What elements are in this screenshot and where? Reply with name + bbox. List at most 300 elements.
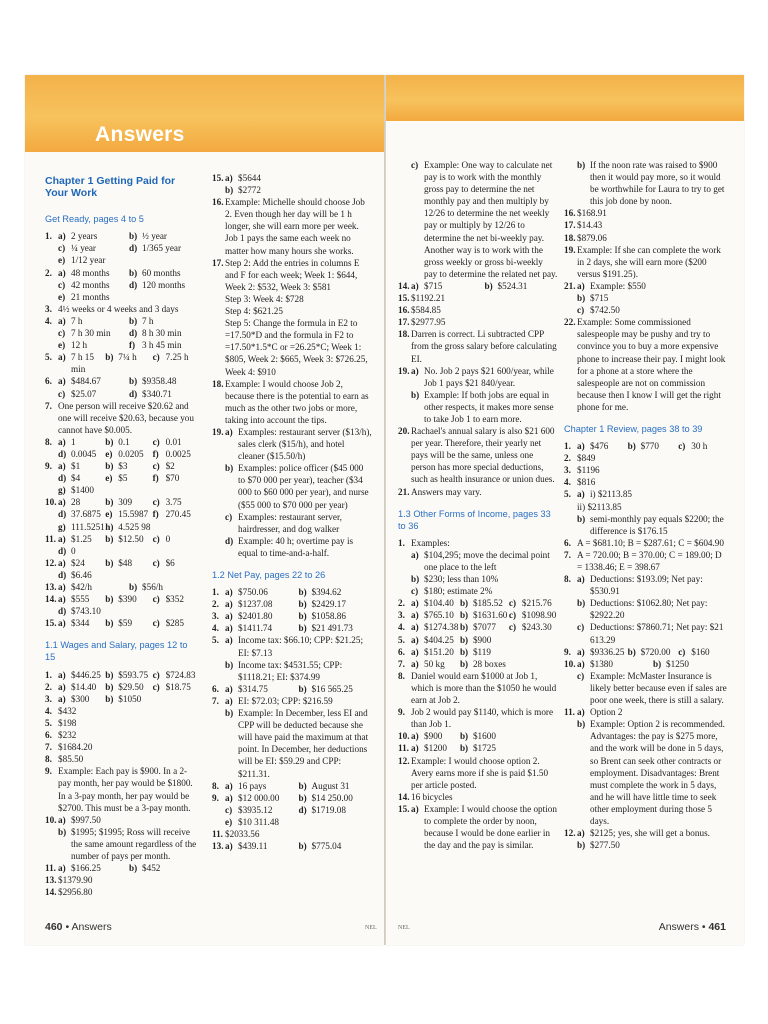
part-label: b) <box>577 160 586 170</box>
part-label: c) <box>152 669 160 680</box>
section-heading: 1.2 Net Pay, pages 22 to 26 <box>212 570 326 580</box>
question-number: 3. <box>45 693 52 704</box>
part-text: $119 <box>472 646 491 657</box>
part-label: a) <box>411 598 419 609</box>
part-label: b) <box>298 587 307 598</box>
answer-part <box>411 646 460 658</box>
answer-cells <box>58 681 200 693</box>
part-label: d) <box>58 509 67 520</box>
answer-part <box>225 683 299 695</box>
question-number: 12. <box>45 557 57 568</box>
part-label: a) <box>225 695 233 706</box>
part-text: Step 2: Add the entries in columns E and F for each week; Week 1: $644, Week 2: $532, Week 3: $581 <box>225 257 360 292</box>
answer-part <box>225 305 372 317</box>
answer-item <box>398 280 558 292</box>
question-number: 13. <box>45 875 57 886</box>
answer-part <box>153 460 200 472</box>
answer-part <box>577 244 729 280</box>
answer-item <box>212 840 372 852</box>
answer-item <box>45 557 200 581</box>
part-text: $900 <box>472 634 492 645</box>
answer-cells <box>58 400 200 436</box>
answer-part <box>58 327 129 339</box>
part-label: a) <box>58 231 66 242</box>
answer-cells <box>58 593 200 617</box>
part-text: $743.10 <box>71 606 101 617</box>
question-number: 10. <box>564 658 576 669</box>
answer-part <box>58 448 105 460</box>
part-label: b) <box>411 574 420 585</box>
question-number: 14. <box>398 791 410 802</box>
answer-item <box>45 862 200 874</box>
part-text: $1192.21 <box>411 293 446 304</box>
part-label: c) <box>58 243 66 254</box>
part-text: Example: One way to calculate net pay is to work with the monthly gross pay to determine the net monthly pay and then multiply by 12/26 to determine the net weekly pay or multiply by 12/26 to determine the net bi-weekly pay. Another way is to work with the gross weekly or gross bi-weekly pay to determine the related net pay. <box>424 160 558 279</box>
part-text: ½ year <box>142 231 167 242</box>
answer-part <box>411 670 558 706</box>
answer-part <box>653 658 729 670</box>
answer-item <box>45 303 200 315</box>
part-label: a) <box>58 436 66 447</box>
answer-part <box>129 279 200 291</box>
part-text: $584.85 <box>411 305 441 316</box>
part-label: c) <box>152 594 160 605</box>
part-label: b) <box>577 598 586 609</box>
part-text: $48 <box>118 557 133 568</box>
part-text: $29.50 <box>118 681 144 692</box>
answer-part <box>411 549 558 573</box>
answer-part <box>460 730 509 742</box>
question-number: 12. <box>398 755 410 766</box>
answer-part <box>153 533 200 545</box>
answer-cells <box>58 814 200 862</box>
answer-part <box>58 826 200 862</box>
part-label: b) <box>577 840 586 851</box>
part-text: $4 <box>71 473 81 484</box>
question-number: 11. <box>398 743 409 754</box>
part-label: b) <box>105 618 114 629</box>
part-label: c) <box>678 441 686 452</box>
part-text: Example: If both jobs are equal in other respects, it makes more sense to take Job 1 to earn more. <box>424 389 554 424</box>
answer-part <box>225 462 372 510</box>
answer-item <box>398 328 558 364</box>
part-label: f) <box>152 473 159 484</box>
question-number: 6. <box>212 683 219 694</box>
answer-item <box>45 436 200 460</box>
part-label: b) <box>105 533 114 544</box>
question-number: 8. <box>212 780 219 791</box>
part-label: c) <box>152 533 160 544</box>
part-text: 309 <box>118 497 133 508</box>
part-label: b) <box>298 841 307 852</box>
part-text: 21 months <box>71 291 110 302</box>
answer-part <box>411 742 460 754</box>
part-text: Step 3: Week 4: $728 <box>225 293 304 304</box>
question-number: 17. <box>398 317 410 328</box>
question-number: 4. <box>398 622 405 633</box>
answer-item <box>398 609 558 621</box>
answer-cells <box>58 460 200 496</box>
part-label: b) <box>298 611 307 622</box>
part-text: $18.75 <box>165 681 191 692</box>
answer-part <box>105 508 152 520</box>
part-label: b) <box>105 693 114 704</box>
answer-cells <box>58 705 200 717</box>
answer-part <box>105 681 152 693</box>
answer-item <box>398 634 558 646</box>
answer-part <box>411 621 460 633</box>
answer-item <box>45 874 200 886</box>
part-text: $16 565.25 <box>311 683 353 694</box>
answer-part <box>411 292 558 304</box>
answer-cells <box>225 840 372 852</box>
answer-part <box>58 593 105 605</box>
question-number: 7. <box>45 400 52 411</box>
answer-part <box>460 609 509 621</box>
part-label: c) <box>152 436 160 447</box>
answer-part <box>58 753 200 765</box>
answer-part <box>577 159 729 207</box>
right-column-1 <box>398 159 558 851</box>
answer-part <box>58 557 105 569</box>
answer-cells <box>577 573 729 646</box>
answer-item <box>398 658 558 670</box>
answer-part <box>577 597 729 621</box>
answer-part <box>153 617 200 629</box>
answer-part <box>153 557 200 569</box>
part-label: a) <box>58 618 66 629</box>
part-label: c) <box>577 305 585 316</box>
part-label: b) <box>298 780 307 791</box>
answer-part <box>58 521 105 533</box>
part-label: b) <box>459 646 469 657</box>
answer-item <box>45 593 200 617</box>
answer-part <box>58 581 129 593</box>
part-label: c) <box>152 557 160 568</box>
question-number: 10. <box>398 731 410 742</box>
part-text: $2772 <box>238 185 261 196</box>
answer-item <box>212 634 372 682</box>
question-number: 4. <box>45 705 52 716</box>
part-text: Answers may vary. <box>411 486 482 497</box>
part-text: ¼ year <box>71 243 96 254</box>
answer-part <box>105 460 152 472</box>
answer-item <box>212 586 372 598</box>
answer-part <box>577 621 729 645</box>
answer-item <box>45 230 200 266</box>
question-number: 8. <box>45 436 52 447</box>
part-text: Examples: restaurant server ($13/h), sales clerk ($15/h), and hotel cleaner ($15.50/h) <box>238 426 372 462</box>
part-label: b) <box>129 376 138 387</box>
part-label: d) <box>129 279 138 290</box>
part-text: $6.46 <box>71 569 92 580</box>
answer-item <box>564 207 729 219</box>
right-page-mark: NEL <box>398 925 410 931</box>
answer-part <box>105 472 152 484</box>
answer-part <box>129 388 200 400</box>
answer-part <box>153 436 200 448</box>
answer-item <box>398 646 558 658</box>
answer-cells <box>411 634 558 646</box>
part-text: $85.50 <box>58 754 84 765</box>
answer-part <box>577 573 729 597</box>
answer-part <box>411 658 460 670</box>
right-page-footer: Answers • 461 <box>658 921 726 933</box>
answer-cells <box>225 683 372 695</box>
answer-item <box>45 681 200 693</box>
part-text: Example: I would choose Job 2, because there is the potential to earn as much as the other two jobs or more, taking into account the tips. <box>225 378 369 425</box>
part-label: b) <box>129 231 138 242</box>
answer-part <box>153 351 200 375</box>
part-text: Deductions: $7860.71; Net pay: $21 613.29 <box>590 622 724 645</box>
part-label: a) <box>411 658 419 669</box>
answer-item <box>564 219 729 231</box>
answer-item <box>564 488 729 536</box>
part-text: $2977.95 <box>411 317 446 328</box>
answer-part <box>577 827 729 839</box>
answer-item <box>564 452 729 464</box>
part-label: h) <box>105 521 114 532</box>
answer-cells <box>411 597 558 609</box>
answer-part <box>411 389 558 425</box>
answer-cells <box>225 257 372 378</box>
part-text: 7¼ h <box>118 352 137 363</box>
answer-part <box>105 448 152 460</box>
answer-cells <box>411 316 558 328</box>
answer-cells <box>577 488 729 536</box>
answer-part <box>577 839 729 851</box>
answer-item <box>564 244 729 280</box>
answer-item <box>45 267 200 303</box>
part-label: c) <box>152 352 160 363</box>
answer-item <box>564 706 729 827</box>
question-number: 1. <box>45 669 52 680</box>
part-text: semi-monthly pay equals $2200; the difference is $176.15 <box>590 513 724 536</box>
answer-part <box>299 610 373 622</box>
part-label: a) <box>58 693 66 704</box>
answer-cells <box>577 207 729 219</box>
part-text: Rachael's annual salary is also $21 600 per year. Therefore, their yearly net pays will be the same, unless one person has more special deductions, such as health insurance or union dues. <box>411 426 555 485</box>
answer-part <box>105 693 152 705</box>
answer-cells <box>225 780 372 792</box>
part-label: a) <box>411 365 419 376</box>
part-text: Example: If she can complete the work in 2 days, she will earn more ($200 versus $191.25). <box>577 244 721 279</box>
answer-cells <box>225 378 372 426</box>
part-text: 37.6875 <box>71 509 101 520</box>
question-number: 2. <box>45 267 52 278</box>
part-label: g) <box>58 521 66 532</box>
answer-part <box>225 695 372 707</box>
question-number: 9. <box>564 646 571 657</box>
question-number: 20. <box>398 426 410 437</box>
part-label: b) <box>105 594 114 605</box>
answer-part <box>225 535 372 559</box>
question-number: 6. <box>564 537 571 548</box>
answer-item <box>212 196 372 256</box>
part-text: $9336.25 <box>590 646 625 657</box>
answer-part <box>58 886 200 898</box>
answer-item <box>212 780 372 792</box>
answer-part <box>411 159 558 280</box>
part-label: a) <box>411 743 419 754</box>
question-number: 11. <box>212 828 223 839</box>
answer-part <box>129 581 200 593</box>
answer-item <box>45 400 200 436</box>
part-text: $5 <box>118 473 128 484</box>
part-label: b) <box>459 622 469 633</box>
part-label: a) <box>58 594 66 605</box>
part-label: d) <box>129 328 138 339</box>
answer-part <box>129 230 200 242</box>
answer-part <box>509 597 558 609</box>
answer-part <box>509 621 558 633</box>
answer-part <box>225 780 299 792</box>
answer-item <box>45 705 200 717</box>
answer-item <box>212 172 372 196</box>
answer-item <box>564 573 729 646</box>
part-text: $1400 <box>71 485 94 496</box>
question-number: 11. <box>45 533 56 544</box>
answer-item <box>212 792 372 828</box>
part-text: A = $681.10; B = $287.61; C = $604.90 <box>577 537 724 548</box>
question-number: 17. <box>564 220 576 231</box>
answer-part <box>577 513 729 537</box>
part-text: $452 <box>142 863 161 874</box>
part-text: $446.25 <box>71 669 101 680</box>
question-number: 6. <box>45 376 52 387</box>
answer-cells <box>577 549 729 573</box>
answer-cells <box>58 874 200 886</box>
answer-part <box>58 717 200 729</box>
part-text: Step 5: Change the formula in E2 to =17.50*D and the formula in F2 to =17.50*1.5*C or =26.25*C; Week 1: $805, Week 2: $665, Week 3: $726.25, Week 4: $910 <box>225 318 368 377</box>
part-text: $42/h <box>71 582 92 592</box>
part-text: 0 <box>71 545 76 556</box>
answer-part <box>577 658 653 670</box>
part-label: e) <box>58 291 66 302</box>
part-label: a) <box>58 582 66 592</box>
part-text: Example: Some commissioned salespeople may be pushy and try to convince you to buy a more expensive phone to increase their pay. I might look for a phone at a store where the salespeople are not on commission because then I know I will get the right phone for me. <box>577 317 726 412</box>
part-label: b) <box>129 315 138 326</box>
part-label: b) <box>105 557 114 568</box>
answer-part <box>577 292 729 304</box>
part-label: a) <box>225 780 233 791</box>
part-label: d) <box>58 545 67 556</box>
part-label: b) <box>653 658 662 669</box>
answer-part <box>58 508 105 520</box>
part-label: c) <box>225 804 233 815</box>
left-page-footer: 460 • Answers <box>45 921 112 933</box>
part-text: $104,295; move the decimal point one place to the left <box>424 549 550 572</box>
part-label: e) <box>105 448 113 459</box>
part-label: c) <box>152 681 160 692</box>
part-label: d) <box>225 535 234 546</box>
part-label: a) <box>58 352 66 363</box>
part-text: Example: 40 h; overtime pay is equal to time-and-a-half. <box>238 535 354 558</box>
question-number: 21. <box>398 486 410 497</box>
answer-item <box>45 496 200 532</box>
part-text: Example: Each pay is $900. In a 2-pay month, her pay would be $1800. In a 3-pay month, her pay would be $2700. This must be a 3-pay month. <box>58 766 193 813</box>
part-text: $151.20 <box>424 646 454 657</box>
part-text: $2401.80 <box>238 611 273 622</box>
part-text: $1274.38 <box>424 622 459 633</box>
question-number: 10. <box>45 814 57 825</box>
question-number: 10. <box>45 497 57 508</box>
answer-part <box>411 634 460 646</box>
answer-item <box>398 486 558 498</box>
answer-item <box>398 742 558 754</box>
part-text: $24 <box>71 557 85 568</box>
part-text: $166.25 <box>71 863 101 874</box>
answer-item <box>564 549 729 573</box>
answer-item <box>45 886 200 898</box>
part-label: a) <box>411 634 419 645</box>
part-text: Example: $550 <box>590 280 646 291</box>
answer-item <box>564 464 729 476</box>
part-text: Examples: <box>411 537 450 548</box>
answer-cells <box>577 440 729 452</box>
answer-cells <box>225 610 372 622</box>
part-label: b) <box>298 623 307 634</box>
part-text: $439.11 <box>238 841 268 852</box>
part-text: $104.40 <box>424 598 454 609</box>
part-text: 15.5987 <box>118 509 149 520</box>
part-text: 0.0025 <box>165 448 191 459</box>
part-label: a) <box>225 683 233 694</box>
part-text: 0.1 <box>118 436 130 447</box>
part-label: b) <box>411 389 420 400</box>
answer-part <box>58 681 105 693</box>
answer-item <box>45 351 200 375</box>
part-text: Option 2 <box>590 707 623 718</box>
question-number: 8. <box>398 670 405 681</box>
part-text: EI: $72.03; CPP: $216.59 <box>238 695 333 706</box>
answer-cells <box>58 717 200 729</box>
part-text: $243.30 <box>521 622 552 633</box>
question-number: 6. <box>45 730 52 741</box>
part-text: $720.00 <box>640 646 671 657</box>
answer-part <box>577 706 729 718</box>
part-label: a) <box>225 635 233 646</box>
part-text: $10 311.48 <box>238 816 280 827</box>
question-number: 5. <box>45 352 52 363</box>
part-text: $2125; yes, she will get a bonus. <box>590 828 710 839</box>
answer-item <box>212 426 372 559</box>
part-text: $14.40 <box>71 681 97 692</box>
part-text: $997.50 <box>71 814 101 825</box>
part-text: 0.01 <box>165 436 182 447</box>
section-heading: 1.3 Other Forms of Income, pages 33 to 36 <box>398 508 551 531</box>
answer-part <box>460 634 509 646</box>
answer-item <box>45 617 200 629</box>
part-text: $215.76 <box>521 598 552 609</box>
answer-part <box>460 621 509 633</box>
part-label: d) <box>58 569 67 580</box>
answer-cells <box>58 267 200 303</box>
question-number: 1. <box>45 231 52 242</box>
answer-item <box>212 257 372 378</box>
answer-part <box>58 874 200 886</box>
answer-cells <box>58 617 200 629</box>
question-number: 3. <box>212 611 219 622</box>
part-label: f) <box>129 340 136 351</box>
answer-cells <box>411 621 558 633</box>
answer-item <box>398 425 558 485</box>
part-text: 16 pays <box>238 780 267 791</box>
part-label: a) <box>225 623 233 634</box>
part-text: Income tax: $4531.55; CPP: $1118.21; EI: $374.99 <box>238 659 343 682</box>
part-label: b) <box>105 436 114 447</box>
answer-cells <box>577 464 729 476</box>
